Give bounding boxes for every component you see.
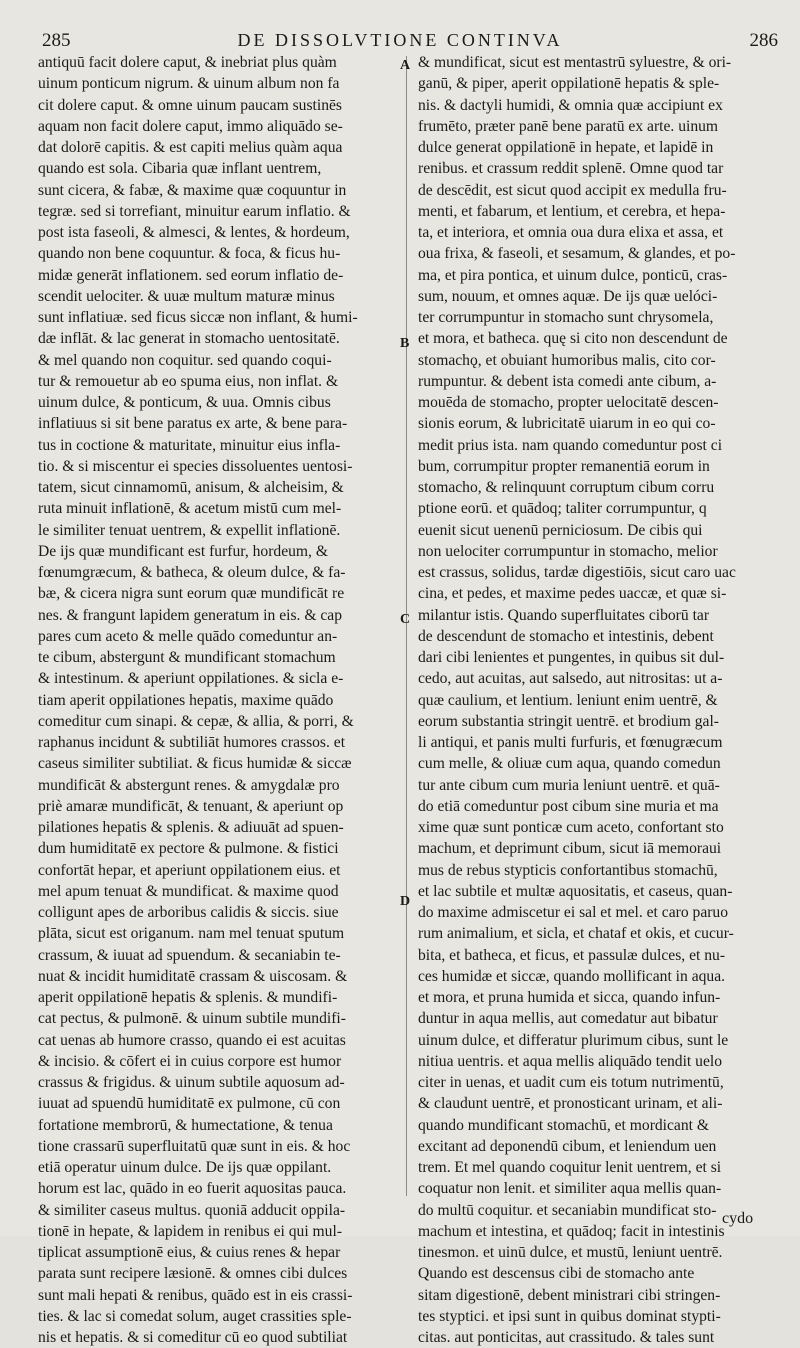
- text-line: tinesmon. et uinū dulce, et mustū, leniunt uentrē.: [418, 1244, 723, 1261]
- text-line: inflatiuus si sit bene paratus ex arte, & bene para-: [38, 415, 348, 433]
- text-line: sunt cicera, & fabæ, & maxime quæ coquuntur in: [38, 181, 347, 199]
- text-line: et mora, et pruna humida et sicca, quando infun-: [418, 989, 721, 1006]
- text-line: medit prius ista. nam quando comeduntur post ci: [418, 436, 723, 454]
- catchword: cydo: [722, 1210, 754, 1227]
- text-line: bita, et batheca, et ficus, et passulæ dulces, et nu-: [418, 946, 726, 964]
- text-line: & claudunt uentrē, et pronosticant urinam, et ali-: [418, 1095, 723, 1113]
- text-line: tiplicat assumptionē eius, & cuius renes & hepar: [38, 1244, 341, 1261]
- text-line: excitant ad deponendū cibum, et leniendum uen: [418, 1137, 717, 1155]
- text-line: crassus & frigidus. & uinum subtile aquosum ad-: [38, 1074, 345, 1091]
- text-line: ta, et interiora, et omnia oua dura elixa et assa, et: [418, 224, 724, 241]
- text-line: do multū coquitur. et secaniabin mundificat sto-: [418, 1201, 717, 1219]
- text-line: etiā operatur uinum dulce. De ijs quæ oppilant.: [38, 1159, 332, 1176]
- text-line: dum humiditatē ex pectore & pulmone. & fistici: [38, 840, 339, 858]
- text-line: tur ante cibum cum muria leniunt uentrē. et quā-: [418, 776, 720, 794]
- text-line: menti, et fabarum, et lentium, et cerebra, et hepa-: [418, 202, 726, 220]
- text-line: quando est sola. Cibaria quæ inflant uentrem,: [38, 160, 322, 178]
- text-line: & mundificat, sicut est mentastrū syluestre, & ori-: [418, 54, 732, 71]
- text-line: citer in uenas, et uadit cum eis totum nutrimentū,: [418, 1074, 724, 1091]
- text-line: mundificāt & abstergunt renes. & amygdalæ pro: [38, 776, 340, 794]
- text-line: & similiter caseus multus. quoniā adducit oppila-: [38, 1201, 346, 1219]
- text-line: priè amaræ mundificāt, & tenuant, & aperiunt op: [38, 797, 344, 815]
- text-line: cat pectus, & pulmonē. & uinum subtile mundifi-: [38, 1010, 346, 1028]
- text-line: & mel quando non coquitur. sed quando coqui-: [38, 351, 332, 369]
- text-line: sitam digestionē, debent ministrari cibi stringen-: [418, 1286, 721, 1304]
- text-line: ma, et pira pontica, et uinum dulce, ponticū, cras-: [418, 266, 728, 284]
- margin-letter-b: B: [400, 336, 410, 351]
- text-line: tus in coctione & maturitate, minuitur eius infla-: [38, 436, 341, 454]
- left-text-column: [38, 52, 396, 1348]
- text-line: dat dolorē capitis. & est capiti melius quàm aqua: [38, 139, 343, 156]
- text-line: duntur in aqua mellis, aut comedatur aut bibatur: [418, 1010, 718, 1028]
- text-line: oua frixa, & faseoli, et sesamum, & glandes, et po-: [418, 245, 736, 263]
- text-line: sionis eorum, & lubricitatē uiarum in eo qui co-: [418, 415, 716, 433]
- text-line: scendit uelociter. & uuæ multum maturæ minus: [38, 287, 335, 305]
- margin-letter-a: A: [400, 58, 411, 73]
- text-line: cina, et pedes, et maxime pedes uaccæ, et quæ si-: [418, 585, 727, 603]
- text-line: et mora, et batheca. quę si cito non descendunt de: [418, 330, 728, 348]
- text-line: nis. & dactyli humidi, & omnia quæ accipiunt ex: [418, 96, 723, 114]
- text-line: aperit oppilationē hepatis & splenis. & mundifi-: [38, 989, 338, 1006]
- text-line: ces humidæ et siccæ, quando mollificant in aqua.: [418, 967, 726, 985]
- text-line: comeditur cum sinapi. & cepæ, & allia, & porri, &: [38, 712, 354, 730]
- text-line: nis et hepatis. & si comeditur cū eo quod subtiliat: [38, 1329, 348, 1346]
- text-line: eorum substantia stringit uentrē. et brodium gal-: [418, 712, 719, 730]
- text-line: tio. & si miscentur ei species dissoluentes uentosi-: [38, 457, 353, 475]
- text-line: renibus. et crassum reddit splenē. Omne quod tar: [418, 160, 724, 178]
- text-line: tur & remouetur ab eo spuma eius, non inflat. &: [38, 372, 339, 390]
- text-line: machum et intestina, et quādoq; facit in intestinis: [418, 1222, 725, 1240]
- text-line: et lac subtile et multæ aquositatis, et caseus, quan-: [418, 882, 733, 900]
- text-line: & incisio. & cōfert ei in cuius corpore est humor: [38, 1052, 342, 1070]
- text-line: uinum dulce, et differatur plurimum cibus, sunt le: [418, 1031, 729, 1049]
- text-line: raphanus incidunt & subtiliāt humores crassos. et: [38, 734, 346, 751]
- text-line: do etiā comeduntur post cibum sine muria et ma: [418, 797, 719, 815]
- text-line: rumpuntur. & debent ista comedi ante cibum, a-: [418, 372, 717, 390]
- text-line: midæ generāt inflationem. sed eorum inflatio de-: [38, 266, 344, 284]
- text-line: mouēda de stomacho, propter uelocitatē descen-: [418, 394, 719, 411]
- text-line: dulce generat oppilationē in hepate, et lapidē in: [418, 139, 714, 156]
- text-line: bæ, & cicera nigra sunt eorum quæ mundificāt re: [38, 585, 345, 603]
- text-line: quando mundificant stomachū, et mordicant &: [418, 1116, 710, 1134]
- text-line: aquam non facit dolere caput, immo aliquādo se-: [38, 117, 343, 135]
- text-line: de descēdit, est sicut quod accipit ex medulla fru-: [418, 181, 727, 199]
- text-line: antiquū facit dolere caput, & inebriat plus quàm: [38, 54, 337, 71]
- text-line: do maxime admiscetur ei sal et mel. et caro paruo: [418, 904, 729, 921]
- text-line: tegræ. sed si torrefiant, minuitur earum inflatio. &: [38, 202, 351, 220]
- margin-letters: [398, 52, 414, 1202]
- text-line: parata sunt recipere læsionē. & omnes cibi dulces: [38, 1265, 348, 1283]
- text-line: stomachǫ, et obuiant humoribus malis, cito cor-: [418, 351, 716, 369]
- text-line: te cibum, abstergunt & mundificant stomachum: [38, 649, 336, 666]
- text-line: quando non bene coquuntur. & foca, & ficus hu-: [38, 245, 341, 263]
- text-line: de descendunt de stomacho et intestinis, debent: [418, 627, 714, 645]
- text-line: nuat & incidit humiditatē crassam & uiscosam. &: [38, 967, 348, 985]
- text-line: tiam aperit oppilationes hepatis, maxime quādo: [38, 691, 334, 709]
- text-line: sunt inflatiuæ. sed ficus siccæ non inflant, & humi-: [38, 309, 358, 326]
- text-line: ganū, & piper, aperit oppilationē hepatis & sple-: [418, 75, 720, 93]
- text-line: nitiua uentris. et aqua mellis aliquādo tendit uelo: [418, 1052, 723, 1070]
- running-title: DE DISSOLVTIONE CONTINVA: [237, 30, 563, 50]
- text-line: cum melle, & oliuæ cum aqua, quando comedun: [418, 755, 721, 773]
- text-line: fortatione membrorū, & humectatione, & tenua: [38, 1116, 333, 1134]
- page-number-right: 286: [749, 30, 778, 51]
- text-line: non uelociter corrumpuntur in stomacho, melior: [418, 542, 718, 560]
- text-line: citas. aut ponticitas, aut crassitudo. & tales sunt: [418, 1329, 715, 1346]
- margin-letter-c: C: [400, 612, 411, 627]
- text-line: milantur istis. Quando superfluitates ciborū tar: [418, 606, 710, 624]
- text-line: ruta minuit inflationē, & acetum mistū cum mel-: [38, 500, 342, 518]
- right-text-column: [418, 52, 790, 1348]
- text-line: trem. Et mel quando coquitur lenit uentrem, et si: [418, 1159, 722, 1176]
- text-line: sum, nouum, et omnes aquæ. De ijs quæ uelóci-: [418, 287, 718, 305]
- text-line: xime quæ sunt ponticæ cum aceto, confortant sto: [418, 819, 724, 836]
- text-line: euenit sicut uenenū perniciosum. De cibis qui: [418, 521, 703, 539]
- text-line: cedo, aut acuitas, aut salsedo, aut nitrositas: ut a-: [418, 670, 723, 688]
- text-line: dæ inflāt. & lac generat in stomacho uentositatē.: [38, 330, 340, 348]
- text-line: bum, corrumpitur propter remanentiā eorum in: [418, 457, 710, 475]
- text-line: colligunt apes de arboribus calidis & siccis. siue: [38, 904, 339, 921]
- text-line: ptione eorū. et quādoq; taliter corrumpuntur, q: [418, 500, 707, 518]
- text-line: plāta, sicut est origanum. nam mel tenuat sputum: [38, 925, 345, 943]
- text-line: stomacho, & relinquunt corruptum cibum corru: [418, 479, 715, 496]
- text-line: tatem, sicut cinnamomū, anisum, & alcheisim, &: [38, 479, 344, 496]
- text-line: post ista faseoli, & almesci, & lentes, & hordeum,: [38, 224, 350, 241]
- text-line: pares cum aceto & melle quādo comeduntur an-: [38, 627, 338, 645]
- text-line: dari cibi lenientes et pungentes, in quibus sit dul-: [418, 649, 725, 666]
- margin-letter-d: D: [400, 894, 411, 909]
- text-line: fœnumgræcum, & batheca, & oleum dulce, & fa-: [38, 564, 346, 581]
- text-line: rum animalium, et sicla, et chataf et okis, et cucur-: [418, 925, 734, 943]
- text-line: li antiqui, et panis multi furfuris, et fœnugræcum: [418, 734, 723, 751]
- text-line: sunt mali hepati & renibus, quādo est in eis crassi-: [38, 1286, 353, 1304]
- text-line: iuuat ad spuendū humiditatē ex pulmone, cū con: [38, 1095, 341, 1113]
- text-line: ter corrumpuntur in stomacho sunt chrysomela,: [418, 309, 714, 326]
- text-line: uinum dulce, & ponticum, & uua. Omnis cibus: [38, 394, 331, 411]
- text-line: caseus similiter subtiliat. & ficus humidæ & siccæ: [38, 755, 352, 773]
- text-line: machum, et deprimunt cibum, sicut iā memoraui: [418, 840, 722, 858]
- text-line: mus de rebus stypticis confortantibus stomachū,: [418, 861, 718, 879]
- text-line: frumēto, præter panē bene paratū ex arte. uinum: [418, 117, 719, 135]
- text-line: ties. & lac si comedat solum, auget crassities sple-: [38, 1307, 352, 1325]
- text-line: crassum, & iuuat ad spuendum. & secaniabin te-: [38, 946, 341, 964]
- text-line: est crassus, solidus, tardæ digestiōis, sicut caro uac: [418, 564, 736, 581]
- text-line: tionē in hepate, & lapidem in renibus ei qui mul-: [38, 1222, 343, 1240]
- text-line: coquatur non lenit. et similiter aqua mellis quan-: [418, 1180, 722, 1198]
- page-number-left: 285: [42, 30, 71, 51]
- text-line: De ijs quæ mundificant est furfur, hordeum, &: [38, 542, 328, 560]
- text-line: cit dolere caput. & omne uinum paucam sustinēs: [38, 96, 343, 114]
- text-line: tes styptici. et ipsi sunt in quibus dominat stypti-: [418, 1307, 721, 1325]
- text-line: horum est lac, quādo in eo fuerit aquositas pauca.: [38, 1180, 347, 1198]
- text-line: cat uenas ab humore crasso, quando ei est acuitas: [38, 1031, 346, 1049]
- text-line: uinum ponticum nigrum. & uinum album non fa: [38, 75, 340, 93]
- text-line: tione crassarū superfluitatū quæ sunt in eis. & hoc: [38, 1137, 351, 1155]
- text-line: confortāt hepar, et aperiunt oppilationem eius. et: [38, 861, 341, 879]
- text-line: le similiter tenuat uentrem, & expellit inflationē.: [38, 521, 341, 539]
- text-line: nes. & frangunt lapidem generatum in eis. & cap: [38, 606, 342, 624]
- text-line: Quando est descensus cibi de stomacho ante: [418, 1265, 695, 1283]
- text-line: pilationes hepatis & splenis. & adiuuāt ad spuen-: [38, 819, 344, 836]
- text-line: mel apum tenuat & mundificat. & maxime quod: [38, 882, 339, 900]
- text-line: & intestinum. & aperiunt oppilationes. & sicla e-: [38, 670, 344, 688]
- text-line: quæ caulium, et lentium. leniunt enim uentrē, &: [418, 691, 718, 709]
